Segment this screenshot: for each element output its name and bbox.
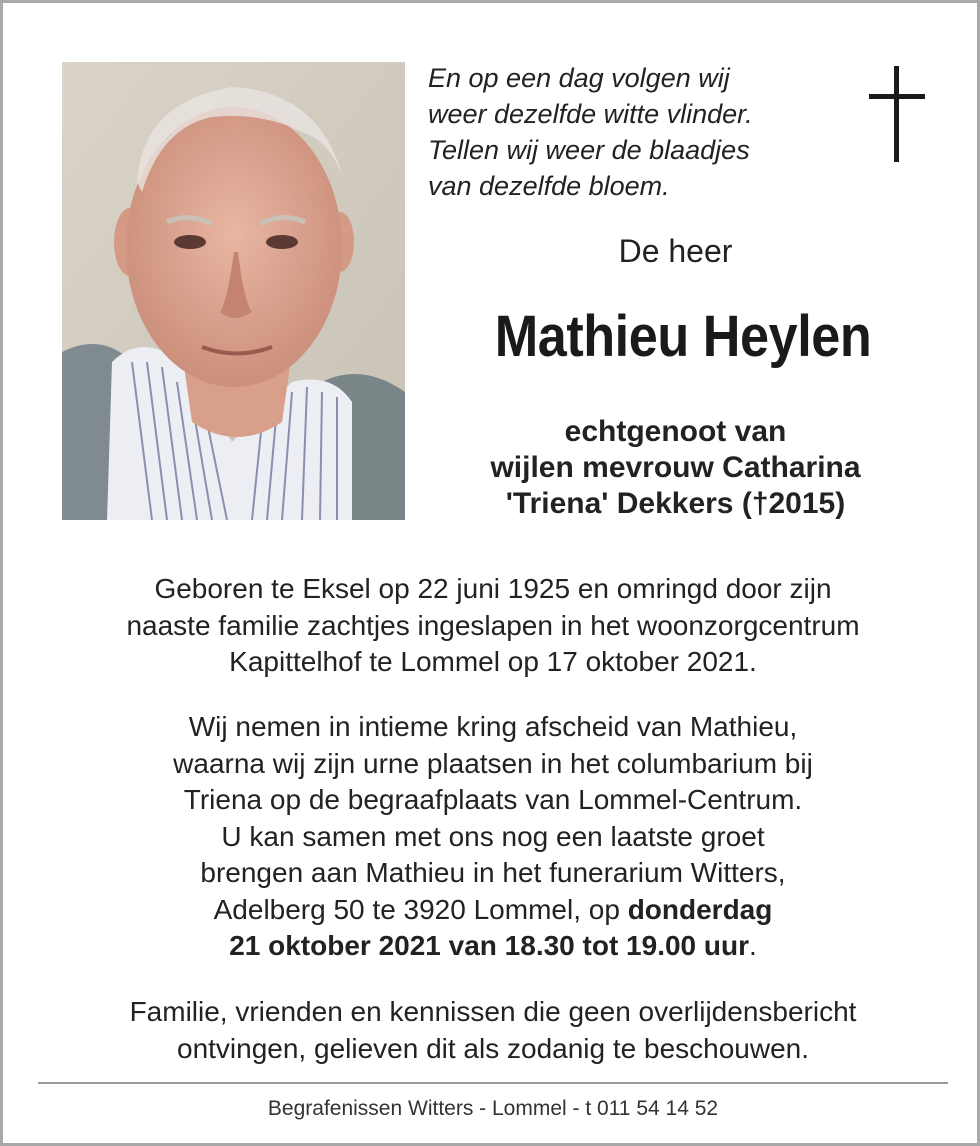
paragraph-line: waarna wij zijn urne plaatsen in het columbarium bij [173,747,813,779]
spouse-line: 'Triena' Dekkers (†2015) [505,487,846,520]
poem-verse [428,60,828,204]
cross-icon [869,66,925,162]
poem-line: weer dezelfde witte vlinder. [428,99,753,129]
paragraph-line: Geboren te Eksel op 22 juni 1925 en omringd door zijn [154,573,832,604]
poem-line: van dezelfde bloem. [428,171,670,201]
deceased-name: Mathieu Heylen [494,304,872,369]
paragraph-line: Kapittelhof te Lommel op 17 oktober 2021. [229,646,757,677]
poem-line: En op een dag volgen wij [428,63,730,93]
paragraph-line [43,928,943,965]
portrait-photo [62,62,405,520]
paragraph-line: ontvingen, gelieven dit als zodanig te beschouwen. [177,1032,809,1064]
paragraph-line: Wij nemen in intieme kring afscheid van Mathieu, [188,711,798,742]
visit-datetime: 21 oktober 2021 van 18.30 tot 19.00 uur [229,930,750,961]
spouse-text [423,414,928,522]
visit-day: donderdag [627,893,773,925]
notice-paragraph [43,994,943,1067]
line-text: . [749,930,757,961]
funeral-home-footer: Begrafenissen Witters - Lommel - t 011 54 14 52 [267,1097,719,1120]
spouse-line: echtgenoot van [564,415,787,448]
footer-divider [38,1082,948,1084]
paragraph-line: brengen aan Mathieu in het funerarium Witters, [200,857,786,888]
line-text: Adelberg 50 te 3920 Lommel, op [213,893,628,925]
paragraph-line: Familie, vrienden en kennissen die geen overlijdensbericht [129,996,857,1027]
poem-line: Tellen wij weer de blaadjes [428,135,750,165]
paragraph-line: Triena op de begraafplaats van Lommel-Centrum. [183,784,803,815]
paragraph-line: U kan samen met ons nog een laatste groet [221,820,765,852]
salutation: De heer [618,233,733,269]
spouse-line: wijlen mevrouw Catharina [490,451,861,484]
farewell-paragraph [43,709,943,965]
birth-death-paragraph [43,571,943,681]
paragraph-line: naaste familie zachtjes ingeslapen in het woonzorgcentrum [126,609,860,641]
paragraph-line [43,892,943,929]
